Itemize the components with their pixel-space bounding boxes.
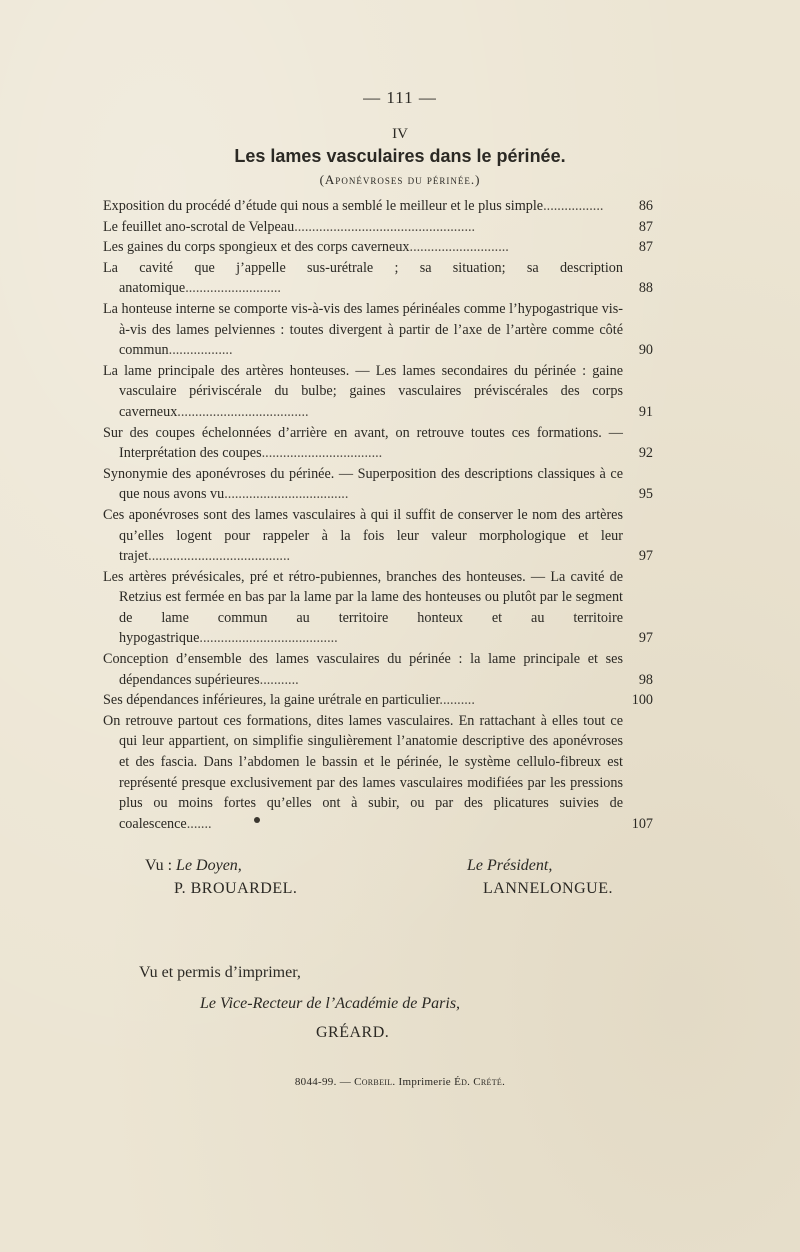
toc-entry-text: On retrouve partout ces formations, dites lames vasculaires. En rattachant à elles tout ce qui leur appartient, on simplifie singulièrement l’anatomie descriptive des aponévroses et des fascia. Dans l’abdomen le bassin et le périnée, le système cellulo-fibreux est représenté presque exclusivement par des lames vasculaires modifiées par les pressions plus ou moins fortes qu’elles ont à subir, ou par des plicatures suivies de coalescence [103, 712, 623, 832]
toc-page-number: 92 [638, 445, 653, 462]
dot-leader: ....... [186, 815, 212, 832]
toc-page-number: 87 [638, 218, 653, 235]
dot-leader: ............................ [409, 239, 509, 256]
section-numeral: IV [392, 126, 408, 142]
toc-entry-text: Synonymie des aponévroses du périnée. — Superposition des descriptions classiques à ce que nous avons vu [103, 465, 623, 503]
imprint-printer: Imprimerie [398, 1076, 451, 1088]
section-subtitle: (Aponévroses du périnée.) [319, 172, 481, 187]
permis-imprimer: Vu et permis d’imprimer, [139, 964, 301, 981]
toc-page-number: 97 [638, 548, 653, 565]
table-of-contents [103, 196, 653, 834]
dot-leader: ..................................... [177, 403, 309, 420]
toc-entry [103, 196, 653, 217]
doyen-name: P. BROUARDEL. [174, 880, 298, 897]
dot-leader: .................. [168, 342, 233, 359]
dot-leader: ........................................ [148, 548, 291, 565]
vice-recteur-name: GRÉARD. [316, 1024, 390, 1041]
toc-entry-text: Le feuillet ano-scrotal de Velpeau [103, 218, 295, 235]
toc-entry [103, 299, 653, 361]
toc-page-number: 87 [638, 239, 653, 256]
toc-entry [103, 237, 653, 258]
vu-doyen-line [145, 857, 242, 875]
toc-page-number: 86 [638, 198, 653, 214]
toc-entry [103, 567, 653, 649]
toc-entry-text: Conception d’ensemble des lames vasculaires du périnée : la lame principale et ses dépendances supérieures [103, 651, 623, 688]
section-title: Les lames vasculaires dans le périnée. [234, 146, 566, 166]
toc-entry [103, 217, 653, 238]
toc-entry-text: Sur des coupes échelonnées d’arrière en avant, on retrouve toutes ces formations. — Interprétation des coupes [103, 424, 623, 462]
imprint-printer-name: Éd. Crété. [454, 1076, 506, 1088]
toc-page-number: 90 [638, 342, 653, 359]
toc-entry [103, 258, 653, 299]
imprint-place: Corbeil. [354, 1076, 396, 1088]
dot-leader: .................................. [261, 445, 383, 462]
dot-leader: ................. [543, 198, 604, 214]
bullet-mark [254, 817, 260, 823]
toc-entry-text: Exposition du procédé d’étude qui nous a semblé le meilleur et le plus simple [103, 198, 544, 214]
imprint-code: 8044-99. — [294, 1076, 352, 1088]
toc-page-number: 91 [638, 403, 653, 420]
toc-page-number: 88 [638, 280, 653, 297]
dot-leader: .......... [439, 692, 475, 709]
toc-page-number: 107 [631, 815, 653, 832]
dot-leader: ........... [259, 671, 299, 688]
dot-leader: ................................................... [294, 218, 476, 235]
toc-page-number: 97 [638, 630, 653, 647]
toc-entry [103, 505, 653, 567]
toc-entry-text: Ces aponévroses sont des lames vasculaires à qui il suffit de conserver le nom des artères qu’elles logent pour rappeler à la fois leur valeur morphologique et leur trajet [103, 506, 623, 565]
toc-page-number: 95 [638, 486, 653, 503]
toc-entry-text: La lame principale des artères honteuses. — Les lames secondaires du périnée : gaine vasculaire périviscérale du bulbe; gaines vasculaires préviscérales des corps caverneux [103, 362, 623, 420]
vice-recteur-title: Le Vice-Recteur de l’Académie de Paris, [200, 995, 461, 1012]
page-number: — 111 — [363, 88, 437, 107]
toc-entry-text: Les artères prévésicales, pré et rétro-pubiennes, branches des honteuses. — La cavité de Retzius est fermée en bas par la lame par la lame des honteuses ou plutôt par le segment de lame commun au territoire honteux et au territoire hypogastrique [103, 568, 623, 647]
dot-leader: ................................... [224, 486, 349, 503]
toc-entry [103, 690, 653, 711]
printer-imprint [0, 1076, 800, 1088]
doyen-title: Le Doyen, [176, 857, 242, 874]
toc-page-number: 100 [631, 692, 653, 709]
president-title: Le Président, [467, 857, 553, 874]
toc-entry-text: Les gaines du corps spongieux et des corps caverneux [103, 239, 410, 256]
toc-entry [103, 361, 653, 423]
toc-entry [103, 711, 653, 835]
toc-entry-text: La cavité que j’appelle sus-urétrale ; sa situation; sa description anatomique [103, 259, 623, 297]
toc-entry [103, 423, 653, 464]
dot-leader: ....................................... [199, 630, 338, 647]
vu-label: Vu : [145, 857, 173, 874]
president-name: LANNELONGUE. [483, 880, 613, 897]
toc-entry [103, 649, 653, 690]
toc-entry [103, 464, 653, 505]
toc-entry-text: La honteuse interne se comporte vis-à-vis des lames périnéales comme l’hypogastrique vis-à-vis des lames pelviennes : toutes divergent à partir de l’axe de l’artère comme côté commun [103, 300, 623, 359]
toc-page-number: 98 [638, 671, 653, 688]
dot-leader: ........................... [185, 280, 281, 297]
toc-entry-text: Ses dépendances inférieures, la gaine urétrale en particulier [103, 692, 440, 709]
